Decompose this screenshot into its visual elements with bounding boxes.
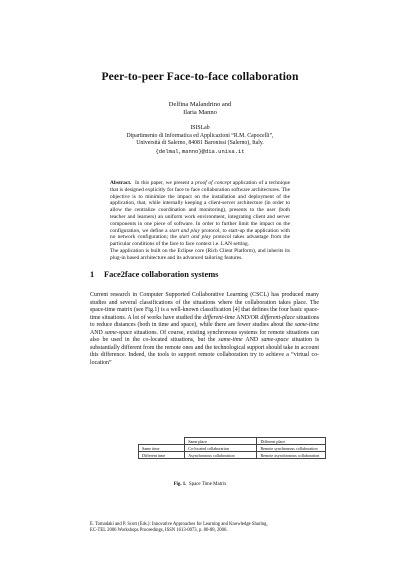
figure-label: Fig. 1.: [173, 482, 187, 487]
body-span: Current research in Computer Supported Collaborative Learning (CSCL) has produced many studies and several classifications of the situations where the collaboration takes place. The space-time matrix (see Fig.1) is a well-known classification [4] that defines the four basic space-time situations. A lot of works have studied the: [90, 292, 319, 321]
figure-caption: [0, 482, 400, 487]
body-emphasis: same-time: [218, 337, 243, 343]
table-cell: Remote synchronous collaboration: [257, 445, 326, 452]
table-header-cell: Same place: [185, 438, 257, 445]
body-smallcaps: AND: [242, 337, 262, 343]
space-time-matrix-table: [138, 437, 326, 459]
paper-title: Peer-to-peer Face-to-face collaboration: [101, 70, 299, 83]
affiliation: [0, 125, 400, 155]
abstract-paragraph-1: [110, 180, 290, 248]
body-emphasis: same-space: [261, 337, 289, 343]
abstract-text: protocol, to start-up the application with no network configuration; the: [110, 227, 290, 241]
table-row-label: Same time: [139, 445, 185, 452]
author-line-2: Ilaria Manno: [183, 109, 217, 117]
affiliation-university: Università di Salerno, 84081 Baronissi (Salerno), Italy.: [136, 140, 264, 147]
footnote-line-2: EC-TEL 2006 Workshops Proceedings, ISSN 1613-0073, p. 80-88, 2006.: [90, 528, 228, 534]
body-text: [90, 292, 319, 367]
body-emphasis: different-place: [260, 314, 295, 321]
body-emphasis: same-space: [104, 329, 133, 336]
body-smallcaps: AND: [90, 329, 105, 336]
abstract-text: In this paper, we present a: [134, 180, 196, 186]
abstract-emphasis: proof of concept: [195, 180, 232, 186]
footnote-line-1: E. Tomadaki and P. Scott (Eds.): Innovative Approaches for Learning and Knowledge Sharing,: [90, 522, 268, 527]
author-list: [0, 101, 400, 118]
body-smallcaps: AND/OR: [234, 314, 261, 321]
author-line-1: Delfina Malandrino and: [168, 101, 232, 108]
table-row: [139, 452, 326, 459]
body-paragraph: [90, 292, 319, 367]
abstract-paragraph-2: The application is built on the Eclipse core (Rich Client Platform), and inherits its plug-in based architecture and its advanced tailoring features.: [110, 247, 290, 261]
figure-caption-text: Space Time Matrix: [188, 482, 227, 487]
abstract-label: Abstract.: [110, 180, 132, 186]
footnote: [90, 522, 330, 534]
abstract-text: protocol takes advantage from the particular conditions of the face to face context i.e. LAN setting.: [110, 234, 290, 248]
table-corner-cell: [139, 438, 185, 445]
section-heading: [90, 270, 320, 279]
body-emphasis: same-time: [294, 322, 319, 328]
table-row: [139, 445, 326, 452]
body-span: situations. Of course, existing synchronous systems for remote situations can also be used in the co-located situations, but the: [90, 329, 319, 343]
table-cell: Co-located collaboration: [185, 445, 257, 452]
abstract-emphasis: start and play: [169, 227, 200, 234]
abstract: [110, 180, 290, 262]
affiliation-department: Dipartimento di Informatica ed Applicazioni “R.M. Capocelli”,: [126, 132, 274, 139]
table-row-label: Different time: [139, 452, 185, 459]
body-span: situations to reduce distances (both in time and space), while there are fewer studies about the: [90, 314, 319, 328]
body-span: situation is substantially different from the remote ones and the technological support should take in account this difference. Indeed, the tools to support remote collaboration try to achieve a “virtual co-location”: [90, 337, 319, 366]
table-cell: Asynchronous collaboration: [185, 452, 257, 459]
table-cell: Remote asynchronous collaboration: [257, 452, 326, 459]
abstract-text: application of a technique that is designed explicitly for face to face collaboration software architectures. The objective is to minimize the impact on the installation and deployment of the application, that, while internally keeping a client-server architecture (in order to allow the centralize coordination and monitoring), presents to the user (both teacher and learners) an uniform work environment, integrating client and server components in one piece of software. In order to further limit the impact on the configuration, we define a: [110, 180, 290, 234]
table-header-row: [139, 438, 326, 445]
author-email: {delmal,manno}@dia.unisa.it: [155, 147, 245, 155]
section-number: 1: [90, 270, 95, 279]
abstract-emphasis: start and play: [179, 234, 211, 241]
section-title: Face2face collaboration systems: [104, 270, 219, 279]
affiliation-lab: ISISLab: [190, 125, 210, 131]
body-emphasis: different-time: [203, 314, 235, 321]
table-header-cell: Different place: [257, 438, 326, 445]
